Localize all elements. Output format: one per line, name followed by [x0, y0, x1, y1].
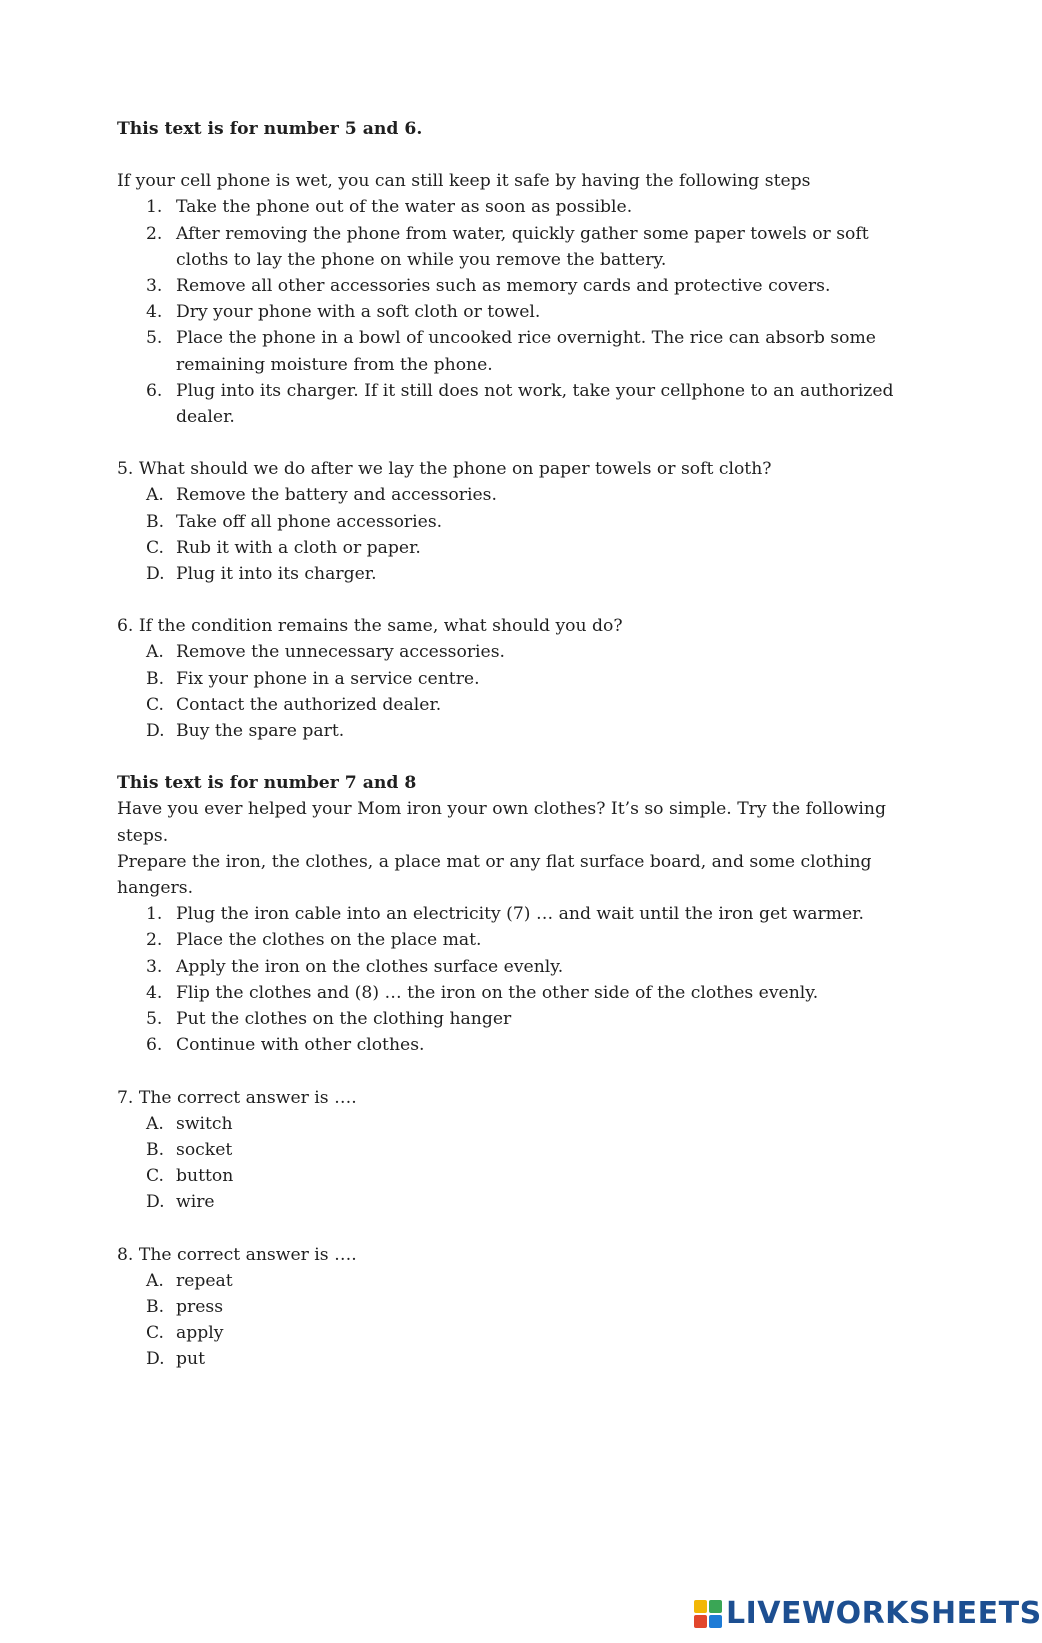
- section-heading-5-6: This text is for number 5 and 6.: [117, 119, 423, 139]
- liveworksheets-logo: [694, 1596, 1042, 1632]
- question-7-options: [117, 1111, 917, 1216]
- answer-option[interactable]: C. Rub it with a cloth or paper.: [146, 537, 421, 558]
- question-7: 7. The correct answer is ….: [117, 1087, 357, 1108]
- logo-mark-icon: [694, 1600, 722, 1628]
- answer-option[interactable]: A. Remove the battery and accessories.: [146, 485, 497, 506]
- list-item: 5. Place the phone in a bowl of uncooked rice overnight. The rice can absorb some remaining moisture from the phone.: [146, 328, 876, 375]
- answer-option[interactable]: B. Fix your phone in a service centre.: [146, 668, 480, 689]
- list-item: 6. Continue with other clothes.: [146, 1035, 425, 1056]
- answer-option[interactable]: C. apply: [146, 1323, 224, 1344]
- question-6-options: [117, 639, 917, 744]
- section-intro-7-8-line2: Prepare the iron, the clothes, a place mat or any flat surface board, and some clothing hangers.: [117, 851, 872, 899]
- steps-list-phone: [117, 194, 917, 430]
- answer-option[interactable]: D. put: [146, 1349, 205, 1370]
- answer-option[interactable]: C. button: [146, 1166, 234, 1187]
- list-item: 4. Dry your phone with a soft cloth or towel.: [146, 302, 541, 323]
- answer-option[interactable]: B. press: [146, 1296, 224, 1317]
- section-intro-7-8-line1: Have you ever helped your Mom iron your own clothes? It’s so simple. Try the following steps.: [117, 799, 886, 846]
- logo-text: LIVEWORKSHEETS: [726, 1596, 1042, 1631]
- answer-option[interactable]: C. Contact the authorized dealer.: [146, 694, 442, 715]
- question-6: 6. If the condition remains the same, what should you do?: [117, 616, 623, 637]
- section-intro-5-6: If your cell phone is wet, you can still keep it safe by having the following steps: [117, 171, 811, 192]
- question-5-options: [117, 482, 917, 587]
- list-item: 5. Put the clothes on the clothing hanger: [146, 1009, 512, 1030]
- answer-option[interactable]: A. Remove the unnecessary accessories.: [146, 642, 505, 663]
- answer-option[interactable]: D. wire: [146, 1192, 215, 1213]
- list-item: 3. Apply the iron on the clothes surface evenly.: [146, 956, 564, 977]
- question-5: 5. What should we do after we lay the phone on paper towels or soft cloth?: [117, 459, 772, 480]
- answer-option[interactable]: D. Plug it into its charger.: [146, 564, 377, 585]
- steps-list-iron: [117, 901, 917, 1058]
- list-item: 6. Plug into its charger. If it still does not work, take your cellphone to an authorized dealer.: [146, 380, 894, 428]
- question-8: 8. The correct answer is ….: [117, 1244, 357, 1265]
- answer-option[interactable]: A. switch: [146, 1113, 233, 1134]
- list-item: 2. After removing the phone from water, quickly gather some paper towels or soft cloths to lay the phone on while you remove the battery.: [146, 223, 869, 270]
- answer-option[interactable]: B. Take off all phone accessories.: [146, 511, 443, 532]
- worksheet-page: [117, 116, 917, 1373]
- list-item: 1. Plug the iron cable into an electricity (7) … and wait until the iron get warmer.: [146, 904, 864, 925]
- answer-option[interactable]: B. socket: [146, 1139, 233, 1160]
- section-heading-7-8: This text is for number 7 and 8: [117, 773, 417, 794]
- answer-option[interactable]: A. repeat: [146, 1270, 233, 1291]
- answer-option[interactable]: D. Buy the spare part.: [146, 721, 345, 742]
- list-item: 1. Take the phone out of the water as soon as possible.: [146, 197, 633, 218]
- list-item: 2. Place the clothes on the place mat.: [146, 930, 482, 951]
- list-item: 3. Remove all other accessories such as memory cards and protective covers.: [146, 276, 831, 297]
- list-item: 4. Flip the clothes and (8) … the iron on the other side of the clothes evenly.: [146, 982, 819, 1003]
- question-8-options: [117, 1268, 917, 1373]
